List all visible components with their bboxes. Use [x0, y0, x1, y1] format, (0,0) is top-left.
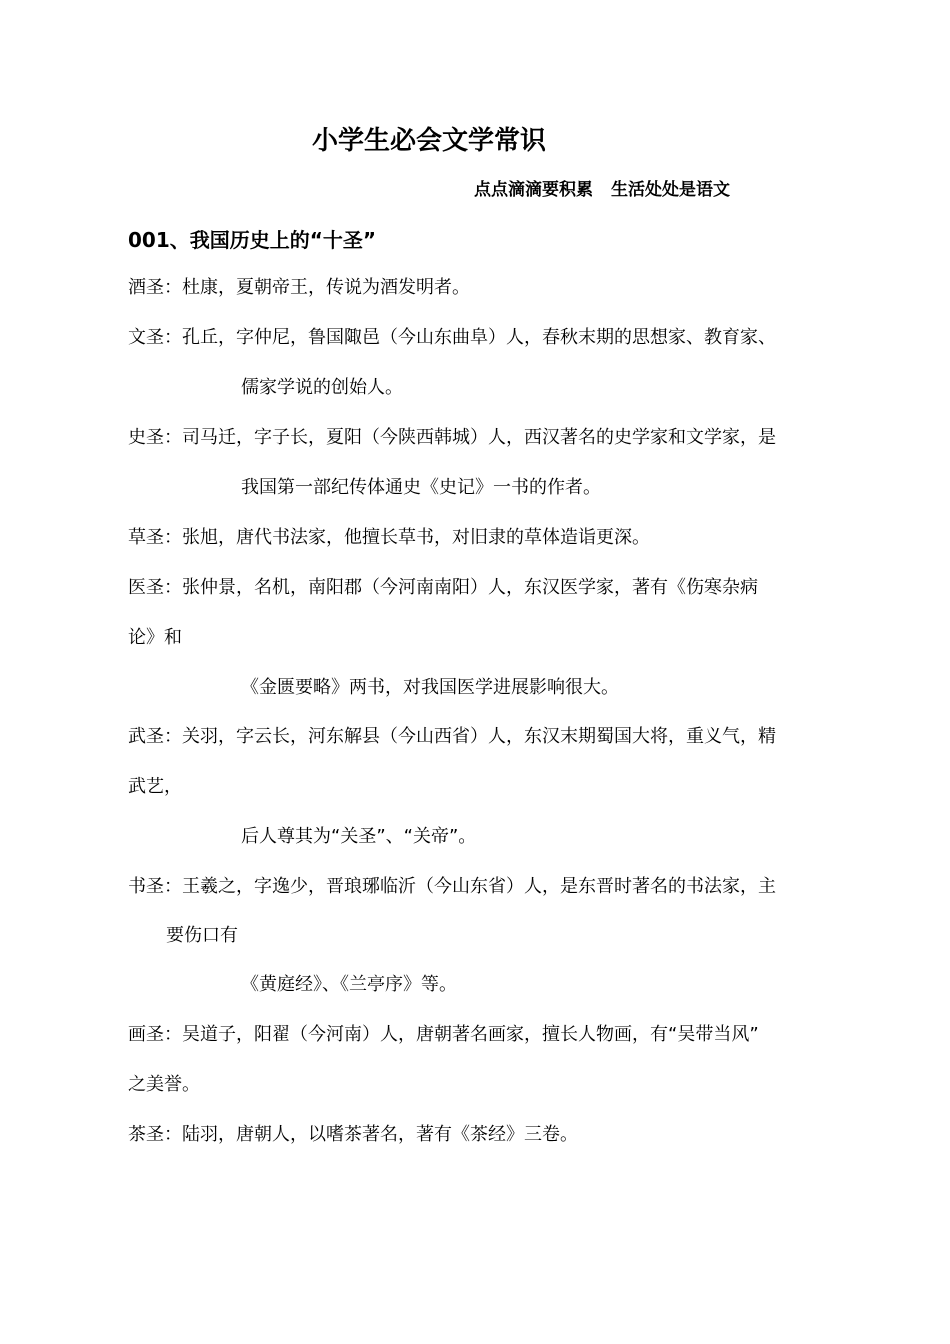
paragraph-line: 史圣：司马迁，字子长，夏阳（今陕西韩城）人，西汉著名的史学家和文学家，是 — [128, 427, 776, 448]
paragraph-line: 茶圣：陆羽，唐朝人，以嗜茶著名，著有《茶经》三卷。 — [128, 1124, 578, 1145]
document-title: 小学生必会文学常识 — [312, 126, 547, 156]
paragraph-line: 酒圣：杜康，夏朝帝王，传说为酒发明者。 — [128, 277, 470, 298]
paragraph-line: 书圣：王羲之，字逸少，晋琅琊临沂（今山东省）人，是东晋时著名的书法家，主 — [128, 876, 776, 897]
paragraph-line: 《金匮要略》两书，对我国医学进展影响很大。 — [241, 677, 619, 698]
paragraph-line: 我国第一部纪传体通史《史记》一书的作者。 — [241, 477, 601, 498]
paragraph-line: 医圣：张仲景，名机，南阳郡（今河南南阳）人，东汉医学家，著有《伤寒杂病 — [128, 577, 758, 598]
paragraph-line: 画圣：吴道子，阳翟（今河南）人，唐朝著名画家，擅长人物画，有“吴带当风” — [128, 1024, 759, 1045]
subtitle-part-1: 点点滴滴要积累 — [474, 180, 593, 200]
subtitle-part-2: 生活处处是语文 — [611, 180, 730, 200]
paragraph-line: 之美誉。 — [128, 1074, 200, 1095]
paragraph-line: 后人尊其为“关圣”、“关帝”。 — [241, 826, 477, 847]
paragraph-line: 儒家学说的创始人。 — [241, 377, 403, 398]
paragraph-line: 论》和 — [128, 627, 182, 648]
document-subtitle — [474, 175, 730, 200]
paragraph-line: 文圣：孔丘，字仲尼，鲁国陬邑（今山东曲阜）人，春秋末期的思想家、教育家、 — [128, 327, 776, 348]
paragraph-line: 草圣：张旭，唐代书法家，他擅长草书，对旧隶的草体造诣更深。 — [128, 527, 650, 548]
paragraph-line: 《黄庭经》、《兰亭序》等。 — [241, 974, 457, 995]
paragraph-line: 武艺， — [128, 776, 182, 797]
section-heading: 001、我国历史上的“十圣” — [128, 228, 377, 252]
paragraph-line: 要伤口有 — [166, 925, 238, 946]
paragraph-line: 武圣：关羽，字云长，河东解县（今山西省）人，东汉末期蜀国大将，重义气，精 — [128, 726, 776, 747]
